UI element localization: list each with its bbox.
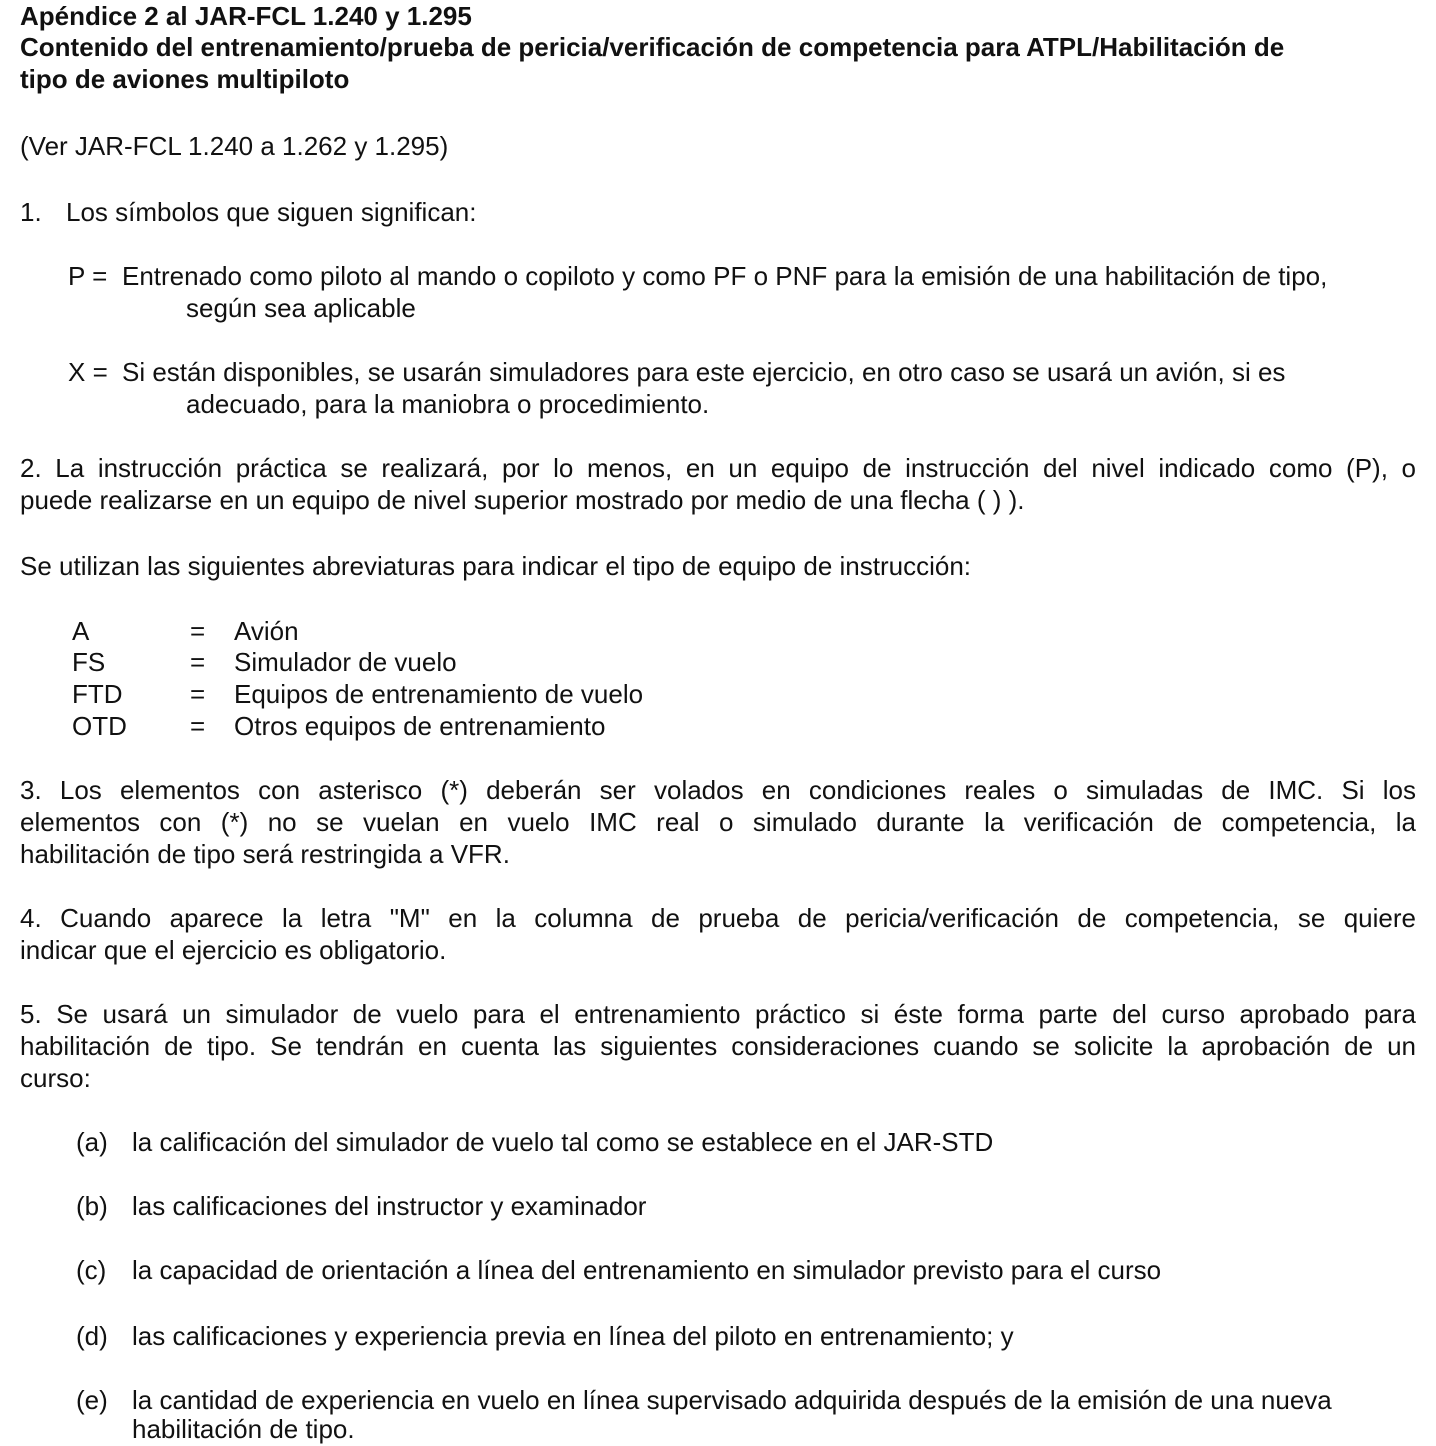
reference-note: (Ver JAR-FCL 1.240 a 1.262 y 1.295) [20,131,449,161]
section-3-line1: 3. Los elementos con asterisco (*) deberán ser volados en condiciones reales o simuladas de IMC. Si los [20,775,1416,805]
document-title-line2: tipo de aviones multipiloto [20,64,350,94]
section-3-line3: habilitación de tipo será restringida a VFR. [20,839,510,869]
abbreviation-equals: = [190,616,206,646]
symbol-p-definition-line1: Entrenado como piloto al mando o copiloto y como PF o PNF para la emisión de una habilitación de tipo, [122,261,1328,291]
abbreviation-equals: = [190,679,206,709]
abbreviation-equals: = [190,711,206,741]
abbreviation-meaning: Otros equipos de entrenamiento [234,711,606,741]
section-5-line1: 5. Se usará un simulador de vuelo para el entrenamiento práctico si éste forma parte del curso aprobado para [20,999,1416,1029]
abbreviation-code: A [72,616,90,646]
section-1-text: Los símbolos que siguen significan: [66,197,477,227]
list-item: las calificaciones y experiencia previa en línea del piloto en entrenamiento; y [132,1321,1014,1351]
list-item: la capacidad de orientación a línea del entrenamiento en simulador previsto para el curso [132,1255,1162,1285]
list-item-label: (e) [76,1385,108,1415]
list-item-label: (b) [76,1191,108,1221]
abbreviation-code: OTD [72,711,127,741]
section-4-line1: 4. Cuando aparece la letra "M" en la columna de prueba de pericia/verificación de competencia, se quiere [20,903,1416,933]
list-item-label: (a) [76,1127,108,1157]
list-item: la cantidad de experiencia en vuelo en línea supervisado adquirida después de la emisión de una nueva [132,1385,1332,1415]
abbreviation-meaning: Avión [234,616,299,646]
section-2-line2: puede realizarse en un equipo de nivel superior mostrado por medio de una flecha ( ) ). [20,485,1025,515]
section-4-line2: indicar que el ejercicio es obligatorio. [20,935,447,965]
section-5-line2: habilitación de tipo. Se tendrán en cuenta las siguientes consideraciones cuando se solicite la aprobación de un [20,1031,1416,1061]
list-item: la calificación del simulador de vuelo tal como se establece en el JAR-STD [132,1127,994,1157]
appendix-title: Apéndice 2 al JAR-FCL 1.240 y 1.295 [20,1,472,31]
section-2-line1: 2. La instrucción práctica se realizará, por lo menos, en un equipo de instrucción del nivel indicado como (P), o [20,453,1416,483]
symbol-p: P = [68,261,108,291]
abbreviation-meaning: Equipos de entrenamiento de vuelo [234,679,644,709]
abbreviation-meaning: Simulador de vuelo [234,647,457,677]
list-item-continuation: habilitación de tipo. [132,1414,355,1444]
abbreviation-code: FS [72,647,106,677]
document-title-line1: Contenido del entrenamiento/prueba de pericia/verificación de competencia para ATPL/Habilitación de [20,32,1285,62]
section-5-line3: curso: [20,1063,91,1093]
list-item-label: (c) [76,1255,107,1285]
symbol-x-definition-line1: Si están disponibles, se usarán simuladores para este ejercicio, en otro caso se usará un avión, si es [122,357,1286,387]
symbol-x: X = [68,357,108,387]
symbol-x-definition-line2: adecuado, para la maniobra o procedimiento. [186,389,710,419]
abbreviations-intro: Se utilizan las siguientes abreviaturas para indicar el tipo de equipo de instrucción: [20,551,972,581]
abbreviation-equals: = [190,647,206,677]
symbol-p-definition-line2: según sea aplicable [186,293,416,323]
section-3-line2: elementos con (*) no se vuelan en vuelo IMC real o simulado durante la verificación de competencia, la [20,807,1416,837]
abbreviation-code: FTD [72,679,123,709]
list-item: las calificaciones del instructor y examinador [132,1191,647,1221]
section-1-number: 1. [20,197,42,227]
list-item-label: (d) [76,1321,108,1351]
